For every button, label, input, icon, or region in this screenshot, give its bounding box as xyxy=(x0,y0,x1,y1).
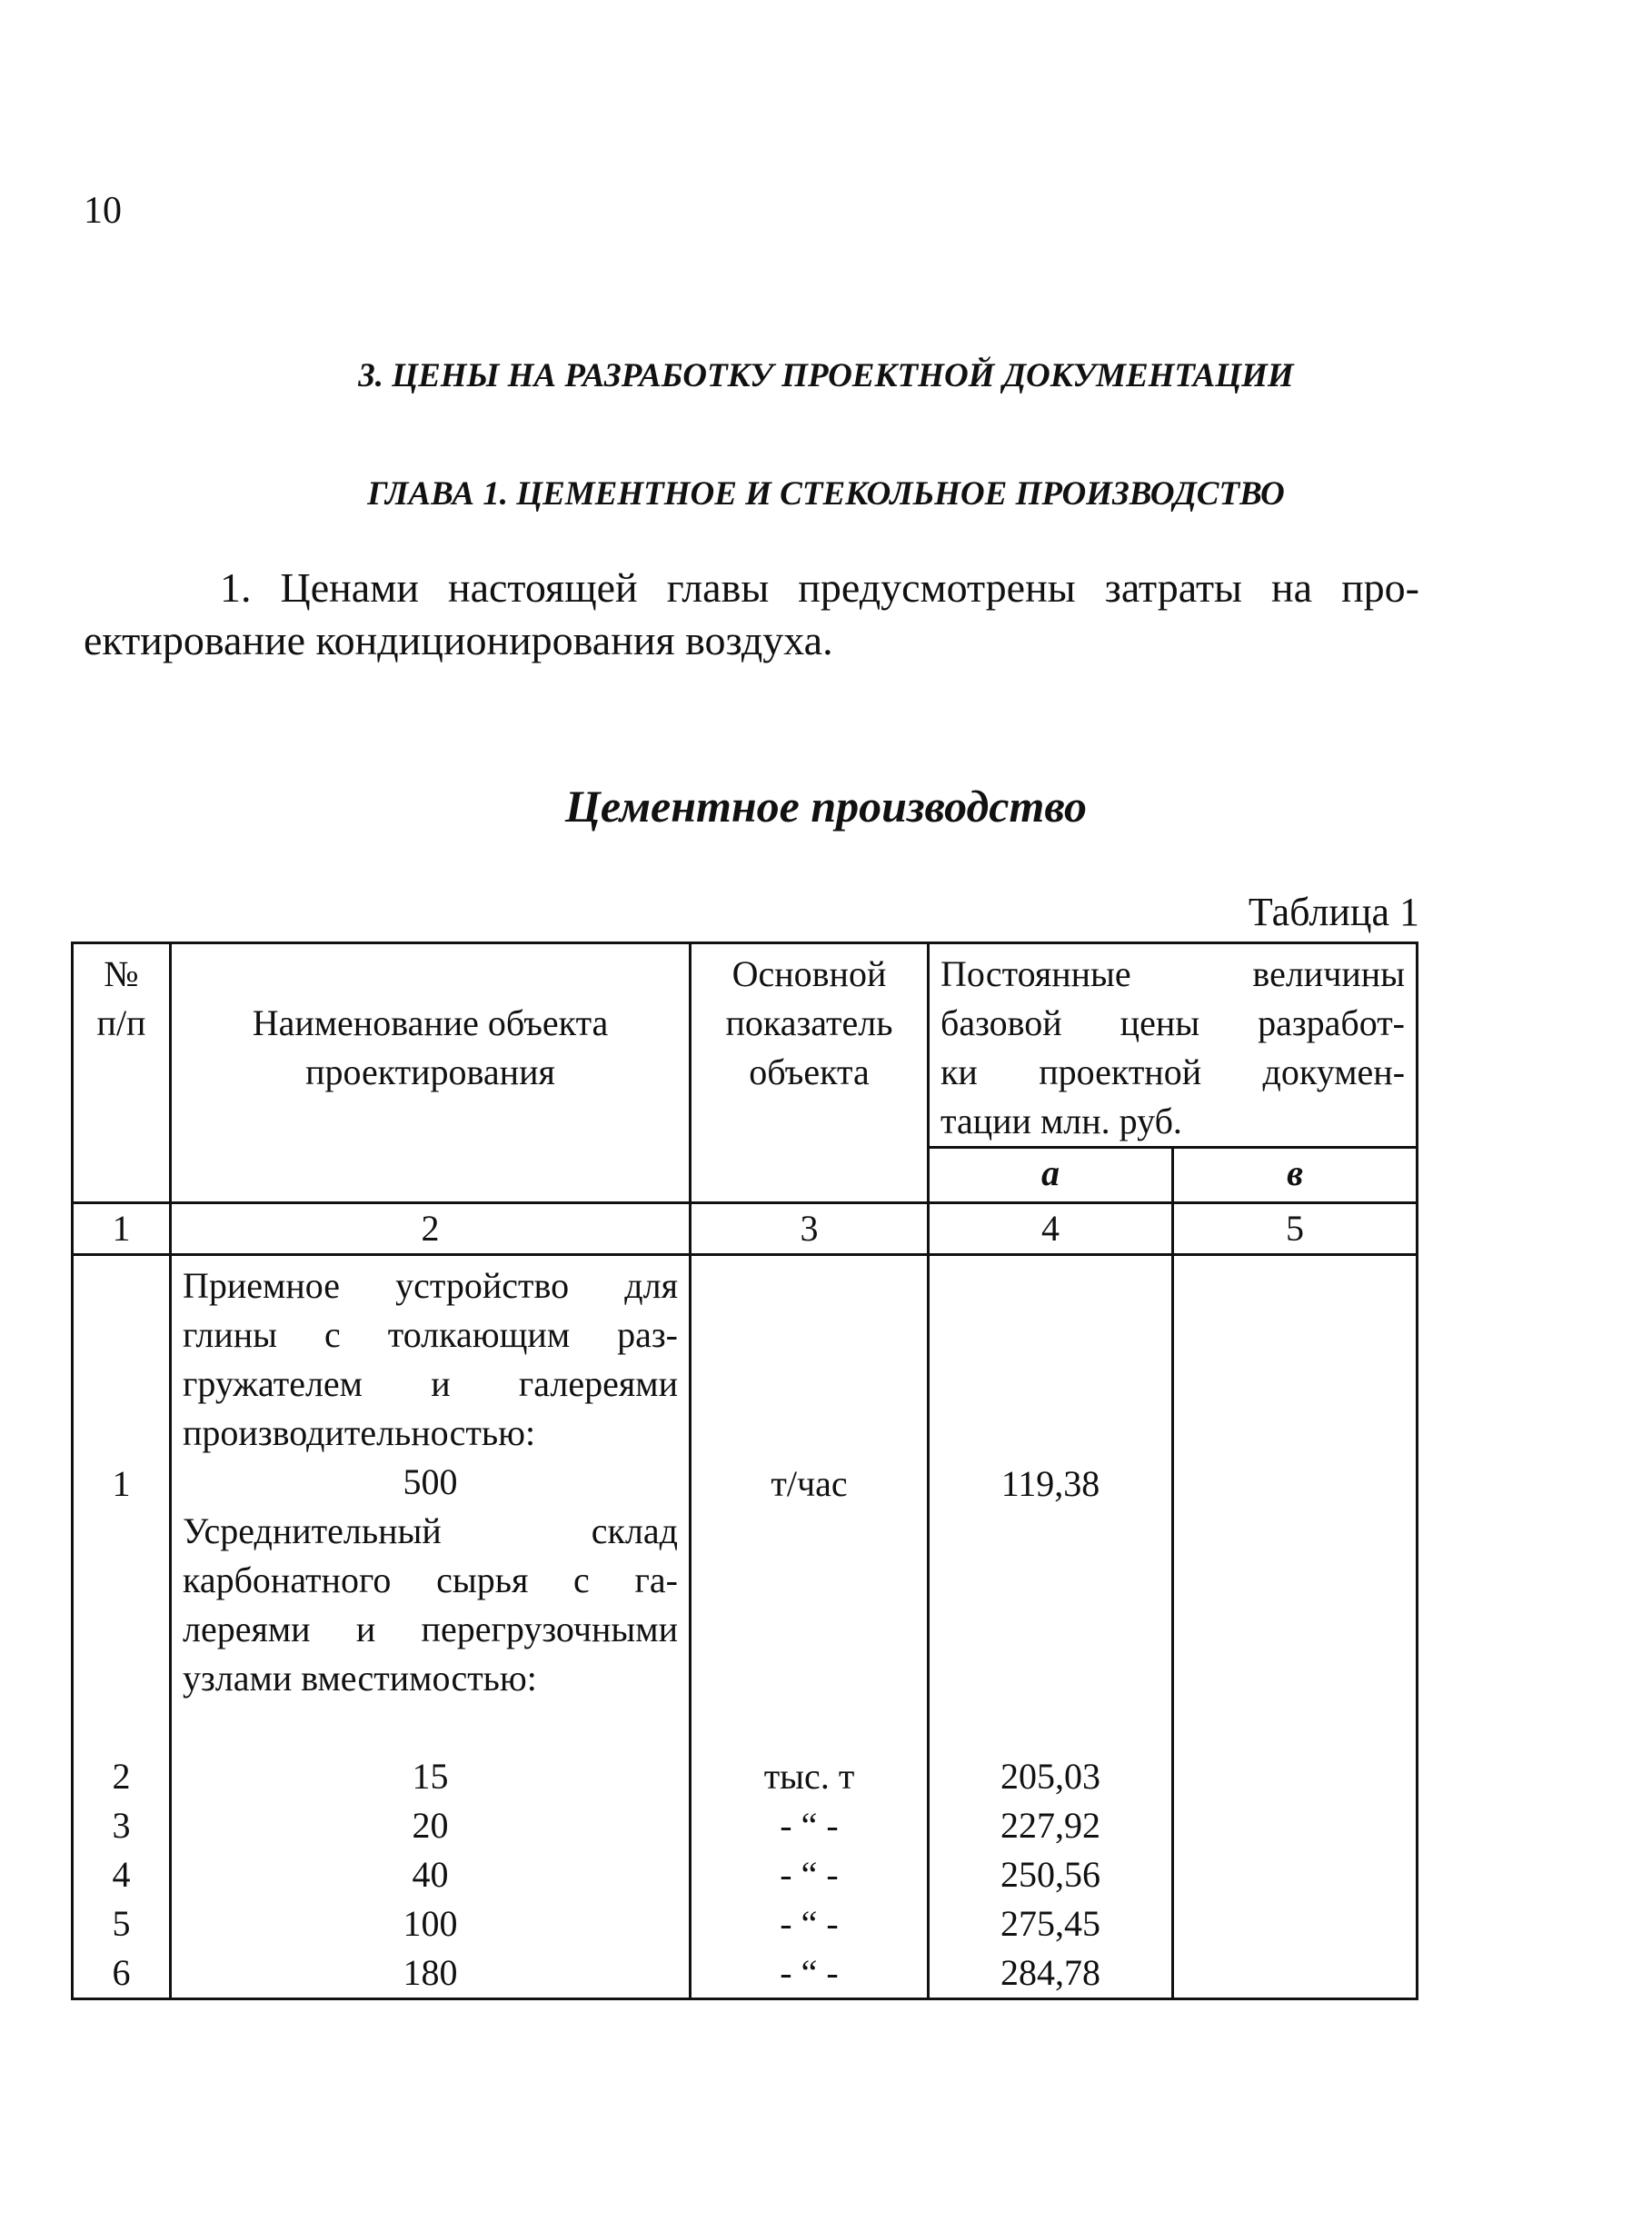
chapter-title: ГЛАВА 1. ЦЕМЕНТНОЕ И СТЕКОЛЬНОЕ ПРОИЗВОДСТВО xyxy=(367,475,1285,513)
paragraph-line: 1. Ценами настоящей главы предусмотрены затраты на про- xyxy=(220,564,1419,611)
row-a: 119,38 xyxy=(929,1255,1173,1753)
page-number: 10 xyxy=(84,190,122,232)
table-row xyxy=(73,1255,1418,1753)
row-num: 1 xyxy=(73,1255,171,1753)
subtitle: Цементное производство xyxy=(564,781,1088,832)
row-b xyxy=(1173,1255,1418,1753)
header-a: а xyxy=(929,1148,1173,1203)
header-name: Наименование объекта проектирования xyxy=(171,943,691,1203)
table-header-row xyxy=(73,943,1418,1148)
section-title: 3. ЦЕНЫ НА РАЗРАБОТКУ ПРОЕКТНОЙ ДОКУМЕНТАЦИИ xyxy=(358,357,1294,394)
table-row: 3 20 - “ - 227,92 xyxy=(73,1801,1418,1850)
table-row: 5 100 - “ - 275,45 xyxy=(73,1899,1418,1948)
row-unit: т/час xyxy=(691,1255,929,1753)
header-indicator: Основной показатель объекта xyxy=(691,943,929,1203)
header-b: в xyxy=(1173,1148,1418,1203)
header-num: № п/п xyxy=(73,943,171,1203)
table-row: 2 15 тыс. т 205,03 xyxy=(73,1752,1418,1801)
table-label: Таблица 1 xyxy=(1248,890,1419,934)
price-table xyxy=(71,942,1418,2000)
column-number-row: 1 2 3 4 5 xyxy=(73,1203,1418,1255)
intro-paragraph xyxy=(84,562,1419,667)
table-row: 4 40 - “ - 250,56 xyxy=(73,1850,1418,1899)
header-constants: Постоянные величины базовой цены разработ- ки проектной докумен- тации млн. руб. xyxy=(929,943,1418,1148)
row-name: Приемное устройство для глины с толкающим раз- гружателем и галереями производительностью: 500 Усреднительный склад карбонатного сырья с га- лереями и перегрузочными узлами вместимостью: xyxy=(171,1255,691,1753)
table-row: 6 180 - “ - 284,78 xyxy=(73,1948,1418,1999)
paragraph-line: ектирование кондиционирования воздуха. xyxy=(84,617,833,663)
